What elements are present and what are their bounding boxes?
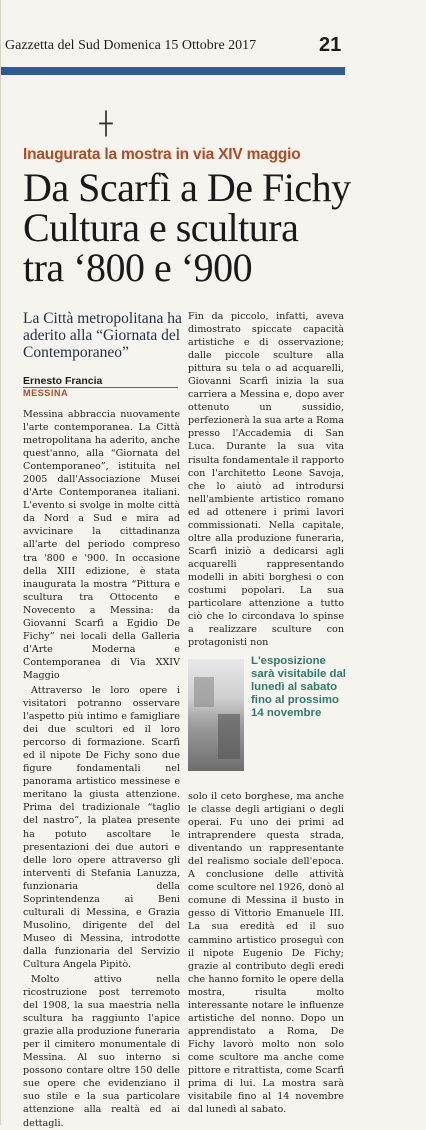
paragraph: solo il ceto borghese, ma anche le classe degli artigiani o degli operai. Fu uno dei primi ad intraprendere questa strada, diventando un rappresentante del realismo sociale dell'epoca. A conclusione delle attività come scultore nel 1926, donò al comune di Messina il busto in gesso di Vittorio Emanuele III. La sua eredità ed il suo cammino artistico proseguì con il nipote Eugenio De Fichy; grazie al contributo degli eredi che hanno fornito le opere della mostra, risulta molto interessante notare le influenze artistiche del nonno. Dopo un apprendistato a Roma, De Fichy lavorò molto non solo come scultore ma anche come pittore e ritrattista, come Scarfì prima di lui. La mostra sarà visitabile fino al 14 novembre dal lunedì al sabato.: [188, 791, 344, 1116]
paragraph: Molto attivo nella ricostruzione post terremoto del 1908, la sua maestria nella scultura ha raggiunto l'apice grazie alla produzione funeraria per il cimitero monumentale di Messina. Al suo interno si possono contare oltre 150 delle sue opere che evidenziano il suo stile e la sua particolare attenzione alla realtà ed ai dettagli.: [23, 974, 180, 1129]
dateline-location: MESSINA: [23, 388, 69, 398]
paragraph: Fin da piccolo, infatti, aveva dimostrato spiccate capacità artistiche e di osservazione; dalle piccole sculture alla pittura su tela o ad acquarelli, Giovanni Scarfì inizia la sua carriera a Messina e, dopo aver ottenuto un sussidio, perfezionerà la sua arte a Roma presso l'Accademia di San Luca. Durante la sua vita risulta fondamentale il rapporto con l'architetto Leone Savoja, che lo aiutò ad introdursi nell'ambiente artistico romano ed ad ottenere i primi lavori commissionati. Nella capitale, oltre alla produzione funeraria, Scarfì iniziò a dedicarsi agli acquarelli rappresentando modelli in abiti borghesi o con costumi popolari. La sua particolare attenzione a tutto ciò che lo circondava lo spinse a realizzare sculture con protagonisti non: [188, 311, 344, 649]
photo-box: [188, 655, 344, 783]
article-column-1: [23, 408, 180, 1129]
publication-name: Gazzetta del Sud: [5, 38, 100, 53]
paragraph: Attraverso le loro opere i visitatori potranno osservare l'aspetto più intimo e famigliare dei due scultori ed il loro percorso di formazione. Scarfì ed il nipote De Fichy sono due figure fondamentali nel panorama artistico messinese e meritano la giusta attenzione. Prima del tradizionale “taglio del nastro”, la platea presente ha potuto ascoltare le presentazioni dei due autori e delle loro opere attraverso gli interventi di Stefania Lanuzza, funzionaria della Soprintendenza ai Beni culturali di Messina, e Grazia Musolino, dirigente del del Museo di Messina, introdotte dalla funzionaria del Servizio Cultura Angela Pipitò.: [23, 684, 180, 970]
author-name: Ernesto Francia: [23, 375, 103, 387]
exhibition-photo: [188, 659, 244, 771]
header-rule: [1, 67, 345, 75]
article-column-3: [188, 790, 344, 1120]
paragraph: Messina abbraccia nuovamente l'arte contemporanea. La Città metropolitana ha aderito, anche quest'anno, alla “Giornata del Contemporaneo”, istituita nel 2005 dall'Associazione Musei d'Arte Contemporanea italiani. L'evento si svolge in molte città da Nord a Sud e mira ad avvicinare la cittadinanza all'arte del periodo compreso tra '800 e '900. In occasione della XIII edizione, è stata inaugurata la mostra “Pittura e scultura tra Ottocento e Novecento a Messina: da Giovanni Scarfì a Egidio De Fichy” nei locali della Galleria d'Arte Moderna e Contemporanea di Via XXIV Maggio: [23, 409, 180, 681]
subheadline: La Città metropolitana ha aderito alla “Giornata del Contemporaneo”: [23, 310, 182, 361]
kicker: Inaugurata la mostra in via XIV maggio: [23, 146, 301, 163]
headline-line: Cultura e scultura: [23, 205, 299, 250]
headline-line: tra ‘800 e ‘900: [23, 245, 253, 290]
masthead: [5, 38, 256, 54]
page-number: 21: [319, 34, 342, 56]
headline: [23, 165, 351, 290]
article-column-2: [188, 310, 344, 649]
publication-date: Domenica 15 Ottobre 2017: [103, 38, 257, 53]
headline-line: Da Scarfì a De Fichy: [23, 165, 351, 210]
photo-caption: L'esposizione sarà visitabile dal lunedì al sabato fino al prossimo 14 novembre: [251, 655, 346, 719]
byline-divider: [23, 387, 178, 388]
crop-mark-icon: ┼: [99, 112, 113, 137]
